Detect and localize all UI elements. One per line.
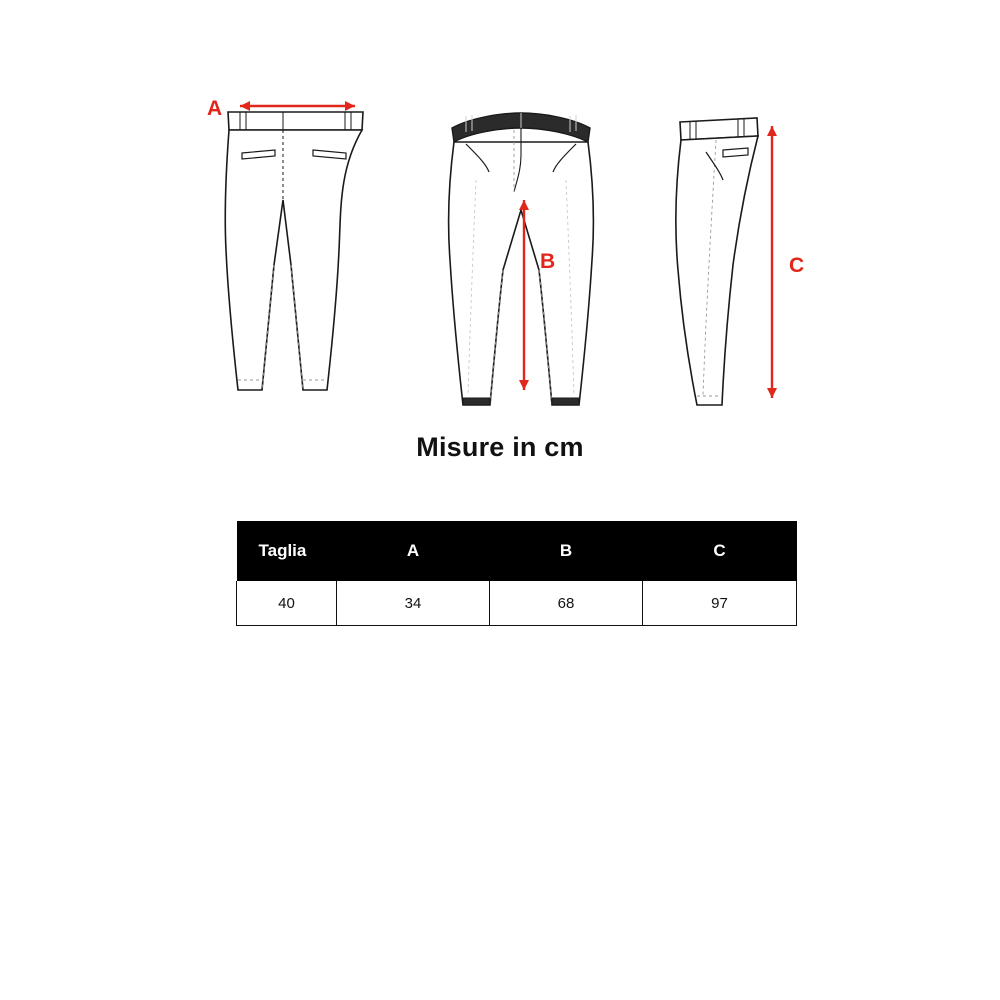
cell-a: 34 bbox=[337, 581, 490, 626]
cell-c: 97 bbox=[643, 581, 797, 626]
cell-b: 68 bbox=[490, 581, 643, 626]
measurement-unit-caption: Misure in cm bbox=[416, 432, 584, 462]
header-b: B bbox=[490, 521, 643, 581]
dimension-c bbox=[767, 126, 804, 398]
cell-taglia: 40 bbox=[237, 581, 337, 626]
size-table-container bbox=[236, 521, 796, 626]
table-header-row bbox=[237, 521, 797, 581]
size-table bbox=[236, 521, 797, 626]
header-c: C bbox=[643, 521, 797, 581]
trouser-illustrations bbox=[0, 60, 1000, 430]
label-a: A bbox=[207, 97, 223, 120]
label-c: C bbox=[789, 254, 805, 277]
label-b: B bbox=[540, 250, 556, 273]
size-table-header bbox=[237, 521, 797, 581]
side-view-illustration bbox=[676, 118, 804, 405]
header-taglia: Taglia bbox=[237, 521, 337, 581]
back-view-illustration bbox=[207, 97, 363, 390]
size-table-body bbox=[237, 581, 797, 626]
header-a: A bbox=[337, 521, 490, 581]
front-view-illustration bbox=[449, 113, 594, 405]
table-row bbox=[237, 581, 797, 626]
trouser-diagrams bbox=[0, 60, 1000, 430]
